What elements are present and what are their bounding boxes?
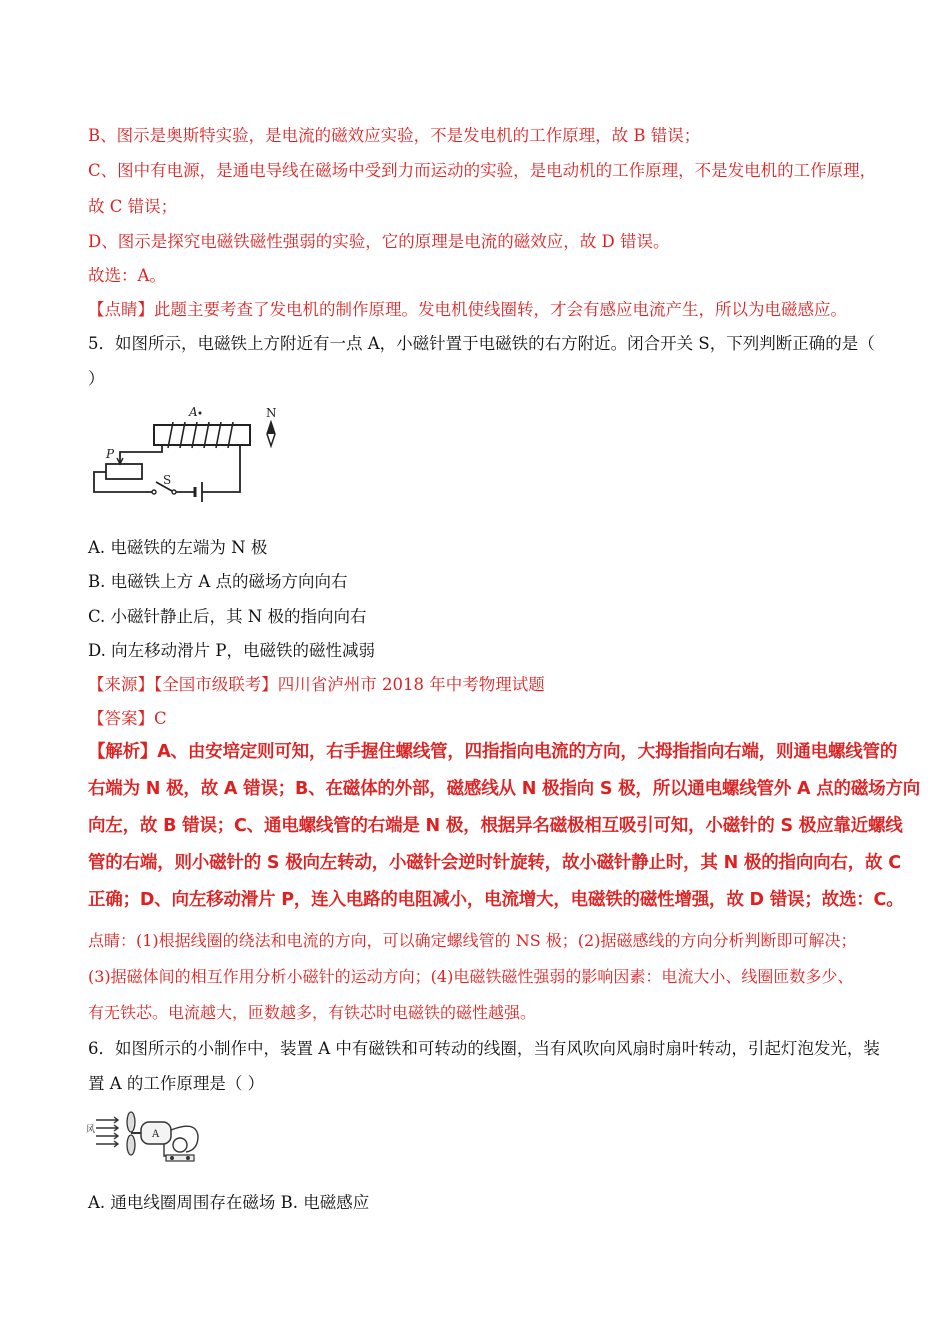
q5-option-c: C. 小磁针静止后，其 N 极的指向向右 <box>88 607 367 626</box>
wire-right <box>202 445 240 492</box>
q6-wind-generator-figure <box>86 1110 211 1168</box>
q5-stem-line1: 5．如图所示，电磁铁上方附近有一点 A，小磁针置于电磁铁的右方附近。闭合开关 S，下列判断正确的是（ <box>88 334 875 353</box>
point-a-dot <box>199 412 202 415</box>
analysis-tip: 【点睛】此题主要考查了发电机的制作原理。发电机使线圈转，才会有感应电流产生，所以为电磁感应。 <box>88 300 847 319</box>
fan-blade-top <box>127 1112 135 1132</box>
q6-options: A. 通电线圈周围存在磁场 B. 电磁感应 <box>88 1193 370 1212</box>
base-screw-left <box>170 1156 174 1160</box>
wind-arrows <box>96 1117 118 1147</box>
base-screw-right <box>186 1156 190 1160</box>
switch-pivot <box>152 490 156 494</box>
q5-answer: 【答案】C <box>88 709 167 728</box>
label-slider-p: P <box>106 447 115 461</box>
needle-north-half <box>267 422 275 434</box>
label-switch-s: S <box>163 473 172 487</box>
q5-analysis-line3: 向左，故 B 错误；C、通电螺线管的右端是 N 极，根据异名磁极相互吸引可知，小磁针的 S 极应靠近螺线 <box>88 816 903 836</box>
q5-tip-line2: (3)据磁体间的相互作用分析小磁针的运动方向；(4)电磁铁磁性强弱的影响因素：电流大小、线圈匝数多少、 <box>88 967 854 986</box>
analysis-line-c1: C、图中有电源，是通电导线在磁场中受到力而运动的实验，是电动机的工作原理，不是发电机的工作原理， <box>88 161 877 180</box>
q5-analysis-line5: 正确；D、向左移动滑片 P，连入电路的电阻减小，电流增大，电磁铁的磁性增强，故 D 错误；故选：C。 <box>88 890 904 910</box>
q5-source: 【来源】【全国市级联考】四川省泸州市 2018 年中考物理试题 <box>88 675 545 694</box>
light-bulb-icon <box>173 1138 187 1152</box>
q5-analysis-line1: 【解析】A、由安培定则可知，右手握住螺线管，四指指向电流的方向，大拇指指向右端，则通电螺线管的 <box>88 742 898 762</box>
fan-blade-bottom <box>127 1135 135 1155</box>
wire-slider-coil <box>120 445 162 464</box>
rheostat-resistor <box>106 464 142 479</box>
q6-stem-line2: 置 A 的工作原理是（ ） <box>88 1074 265 1093</box>
q5-tip-line1: 点睛：(1)根据线圈的绕法和电流的方向，可以确定螺线管的 NS 极；(2)据磁感线的方向分析判断即可解决； <box>88 931 857 950</box>
analysis-line-b: B、图示是奥斯特实验，是电流的磁效应实验，不是发电机的工作原理，故 B 错误； <box>88 126 701 145</box>
analysis-line-d: D、图示是探究电磁铁磁性强弱的实验，它的原理是电流的磁效应，故 D 错误。 <box>88 232 670 251</box>
q5-option-d: D. 向左移动滑片 P，电磁铁的磁性减弱 <box>88 641 375 660</box>
label-point-a: A <box>189 405 198 419</box>
q5-tip-line3: 有无铁芯。电流越大，匝数越多，有铁芯时电磁铁的磁性越强。 <box>88 1003 537 1022</box>
analysis-choice: 故选：A。 <box>88 266 166 285</box>
label-needle-n: N <box>266 406 277 420</box>
q5-electromagnet-circuit-figure <box>84 402 294 507</box>
switch-contact <box>172 490 176 494</box>
label-wind: 风 <box>86 1125 96 1135</box>
q5-analysis-line4: 管的右端，则小磁针的 S 极向左转动，小磁针会逆时针旋转，故小磁针静止时，其 N 极的指向向右，故 C <box>88 853 901 873</box>
q5-option-b: B. 电磁铁上方 A 点的磁场方向向右 <box>88 572 348 591</box>
analysis-line-c2: 故 C 错误； <box>88 197 178 216</box>
q5-option-a: A. 电磁铁的左端为 N 极 <box>88 538 268 557</box>
wire-left-bottom <box>94 472 152 492</box>
label-device-a: A <box>152 1129 160 1140</box>
q5-stem-line2: ） <box>88 369 105 388</box>
q6-stem-line1: 6．如图所示的小制作中，装置 A 中有磁铁和可转动的线圈，当有风吹向风扇时扇叶转动，引起灯泡发光，装 <box>88 1039 880 1058</box>
q5-analysis-line2: 右端为 N 极，故 A 错误；B、在磁体的外部，磁感线从 N 极指向 S 极，所以通电螺线管外 A 点的磁场方向 <box>88 779 921 799</box>
